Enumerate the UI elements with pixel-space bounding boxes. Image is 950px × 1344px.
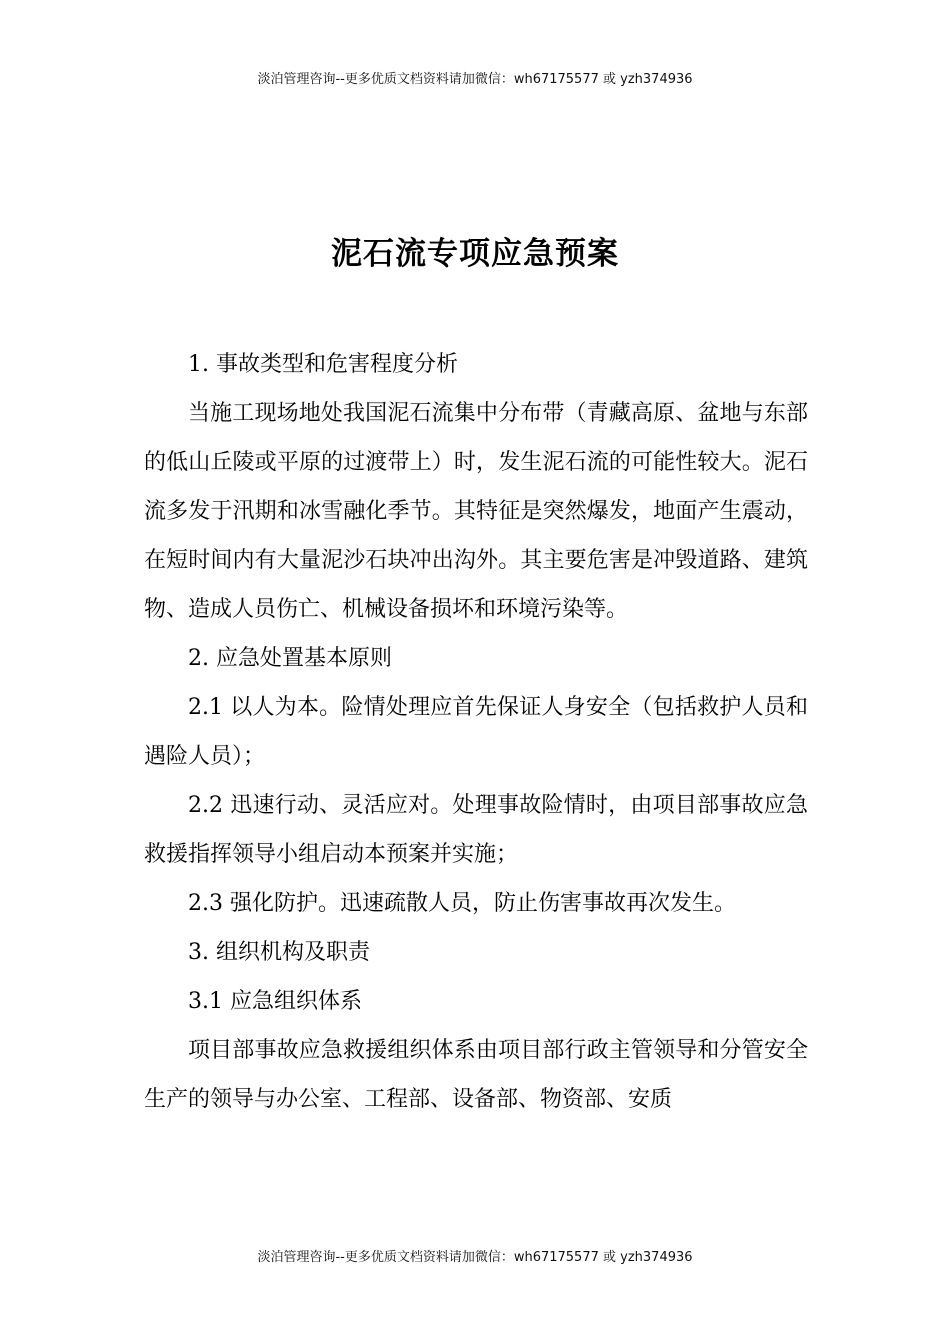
paragraph-hazard-analysis: 当施工现场地处我国泥石流集中分布带（青藏高原、盆地与东部的低山丘陵或平原的过渡带上）时，发生泥石流的可能性较大。泥石流多发于汛期和冰雪融化季节。其特征是突然爆发，地面产生震动，在短时间内有大量泥沙石块冲出沟外。其主要危害是冲毁道路、建筑物、造成人员伤亡、机械设备损坏和环境污染等。 [144, 401, 808, 622]
subsection-heading-3-1: 3.1 应急组织体系 [188, 989, 362, 1014]
principle-2-2: 2.2 迅速行动、灵活应对。处理事故险情时，由项目部事故应急救援指挥领导小组启动本预案并实施； [144, 793, 808, 867]
page-footer: 淡泊管理咨询--更多优质文档资料请加微信：wh67175577 或 yzh374936 [257, 1250, 693, 1265]
document-body [144, 340, 808, 1124]
principle-2-3: 2.3 强化防护。迅速疏散人员，防止伤害事故再次发生。 [188, 891, 736, 916]
principle-2-1: 2.1 以人为本。险情处理应首先保证人身安全（包括救护人员和遇险人员）； [144, 695, 808, 769]
section-heading-1: 1. 事故类型和危害程度分析 [188, 352, 458, 377]
page-header: 淡泊管理咨询--更多优质文档资料请加微信：wh67175577 或 yzh374936 [257, 72, 693, 87]
document-title: 泥石流专项应急预案 [331, 236, 619, 272]
section-heading-3: 3. 组织机构及职责 [188, 940, 370, 965]
section-heading-2: 2. 应急处置基本原则 [188, 646, 392, 671]
paragraph-organization: 项目部事故应急救援组织体系由项目部行政主管领导和分管安全生产的领导与办公室、工程部、设备部、物资部、安质 [144, 1038, 808, 1112]
